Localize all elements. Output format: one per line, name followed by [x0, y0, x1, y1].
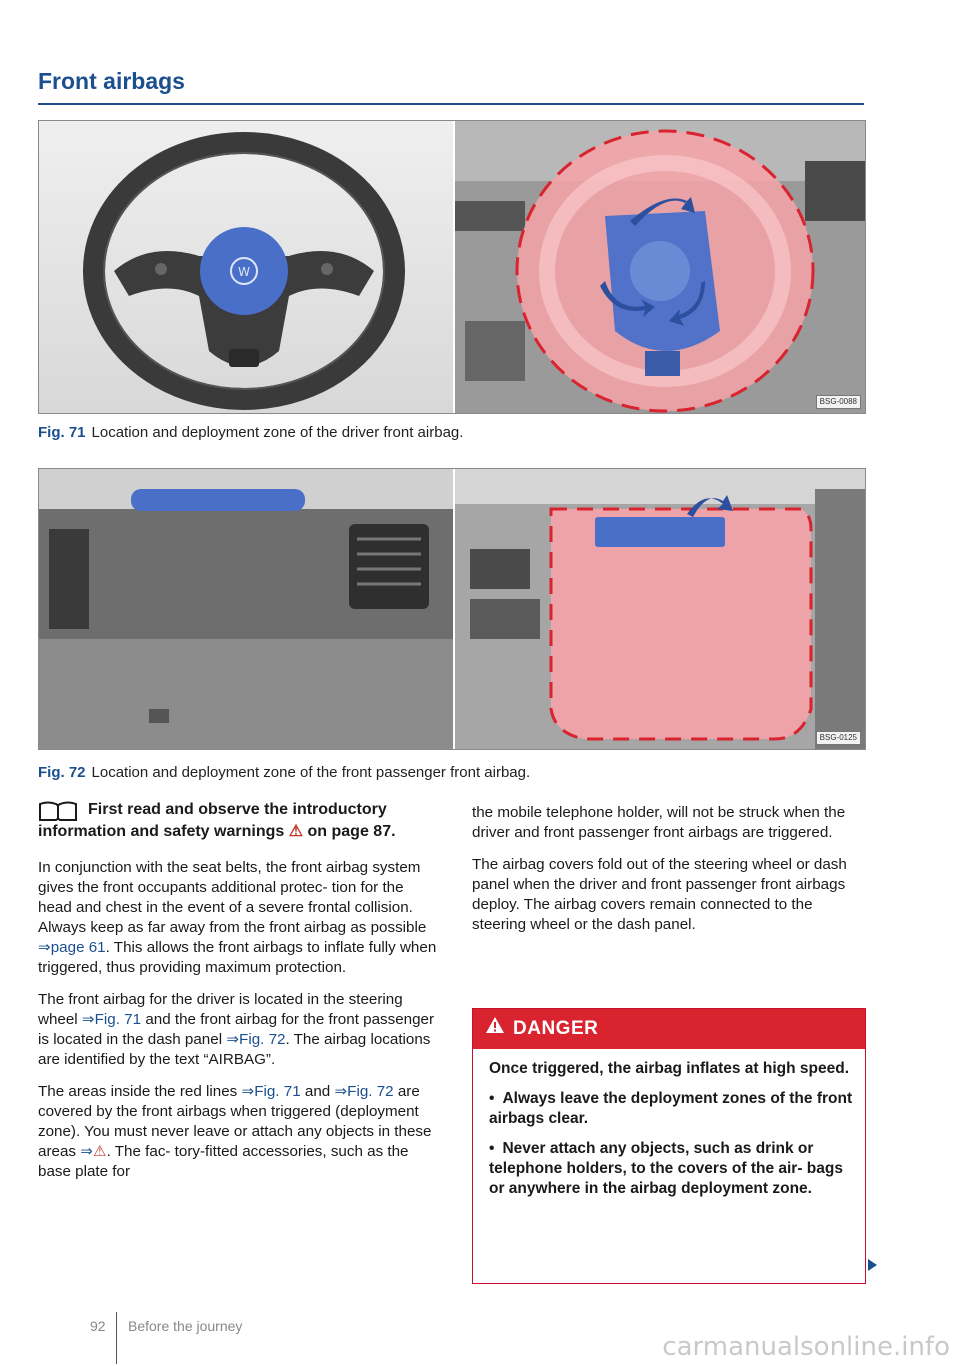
book-icon — [38, 800, 78, 822]
intro-text — [38, 801, 396, 840]
figure-label: Fig. 71 — [38, 424, 86, 441]
danger-lead: Once triggered, the airbag inflates at high speed. — [489, 1060, 850, 1077]
watermark: carmanualsonline.info — [662, 1332, 950, 1362]
fig-72-link[interactable]: ⇒Fig. 72 — [334, 1083, 394, 1100]
figure-code: BSG-0125 — [816, 731, 861, 745]
paragraph-3 — [38, 1082, 438, 1182]
text: and — [304, 1083, 331, 1100]
steering-wheel-photo — [39, 121, 453, 413]
text: are covered by the front airbags when triggered (deployment zone). You must never leave or attach any objects in these areas — [38, 1083, 432, 1160]
danger-body — [473, 1049, 865, 1199]
text: . The airbag locations are identified by the text “AIRBAG”. — [38, 1031, 431, 1068]
warning-triangle-icon: ⚠ — [92, 1143, 107, 1160]
text: and the front airbag for the front passenger is located in the dash panel — [38, 1011, 435, 1048]
intro-text-after: on page 87. — [307, 823, 396, 840]
bullet-text: Always leave the deployment zones of the front airbags clear. — [489, 1090, 853, 1127]
danger-link[interactable] — [80, 1143, 106, 1160]
arrow-text: ⇒ — [80, 1143, 93, 1160]
title-rule — [38, 103, 864, 105]
bullet-icon: • — [489, 1140, 495, 1157]
left-column — [38, 800, 438, 1194]
driver-airbag-zone-photo — [455, 121, 865, 413]
text: . The fac- tory-fitted accessories, such as the base plate for — [38, 1143, 409, 1180]
danger-bullet — [489, 1089, 853, 1129]
page-number: 92 — [90, 1318, 106, 1334]
danger-header — [473, 1009, 865, 1049]
footer-divider — [116, 1312, 117, 1364]
figure-72 — [38, 468, 866, 750]
warning-triangle-icon — [485, 1009, 505, 1049]
figure-71 — [38, 120, 866, 414]
continue-arrow-icon — [868, 1259, 877, 1271]
danger-box — [472, 1008, 866, 1284]
figure-72-caption — [38, 764, 530, 781]
text: In conjunction with the seat belts, the front airbag system gives the front occupants additional protec- tion for the head and chest in the event of a severe frontal collision. Always keep as far away from the front airbag as possible — [38, 859, 427, 936]
svg-text:W: W — [238, 265, 250, 279]
passenger-airbag-zone-photo — [455, 469, 865, 749]
figure-label: Fig. 72 — [38, 764, 86, 781]
danger-title: DANGER — [513, 1018, 599, 1040]
intro-note — [38, 800, 438, 842]
text: The areas inside the red lines — [38, 1083, 238, 1100]
chapter-name: Before the journey — [128, 1318, 243, 1334]
paragraph-2 — [38, 990, 438, 1070]
figure-71-caption — [38, 424, 463, 441]
bullet-icon: • — [489, 1090, 495, 1107]
text: . This allows the front airbags to inflate fully when triggered, thus providing maximum protection. — [38, 939, 437, 976]
figure-code: BSG-0088 — [816, 395, 861, 409]
caption-text: Location and deployment zone of the front passenger front airbag. — [91, 764, 531, 781]
paragraph-1 — [38, 858, 438, 978]
caption-text: Location and deployment zone of the driver front airbag. — [91, 424, 464, 441]
fig-72-link[interactable]: ⇒Fig. 72 — [226, 1031, 286, 1048]
section-title: Front airbags — [38, 68, 185, 94]
dash-panel-photo — [39, 469, 453, 749]
page-61-link[interactable]: ⇒page 61 — [38, 939, 106, 956]
warning-triangle-icon: ⚠ — [288, 823, 304, 840]
bullet-text: Never attach any objects, such as drink or telephone holders, to the covers of the air- bags or anywhere in the airbag deployment zone. — [489, 1140, 843, 1197]
paragraph-5: The airbag covers fold out of the steering wheel or dash panel when the driver and front passenger front airbags deploy. The airbag covers remain connected to the steering wheel or the dash panel. — [472, 856, 847, 933]
text: The front airbag for the driver is located in the steering wheel — [38, 991, 403, 1028]
paragraph-4: the mobile telephone holder, will not be struck when the driver and front passenger front airbags are triggered. — [472, 804, 846, 841]
danger-bullet — [489, 1139, 853, 1199]
fig-71-link[interactable]: ⇒Fig. 71 — [241, 1083, 301, 1100]
fig-71-link[interactable]: ⇒Fig. 71 — [81, 1011, 142, 1028]
right-column — [472, 803, 860, 947]
intro-text-before: First read and observe the introductory information and safety warnings — [38, 801, 387, 840]
